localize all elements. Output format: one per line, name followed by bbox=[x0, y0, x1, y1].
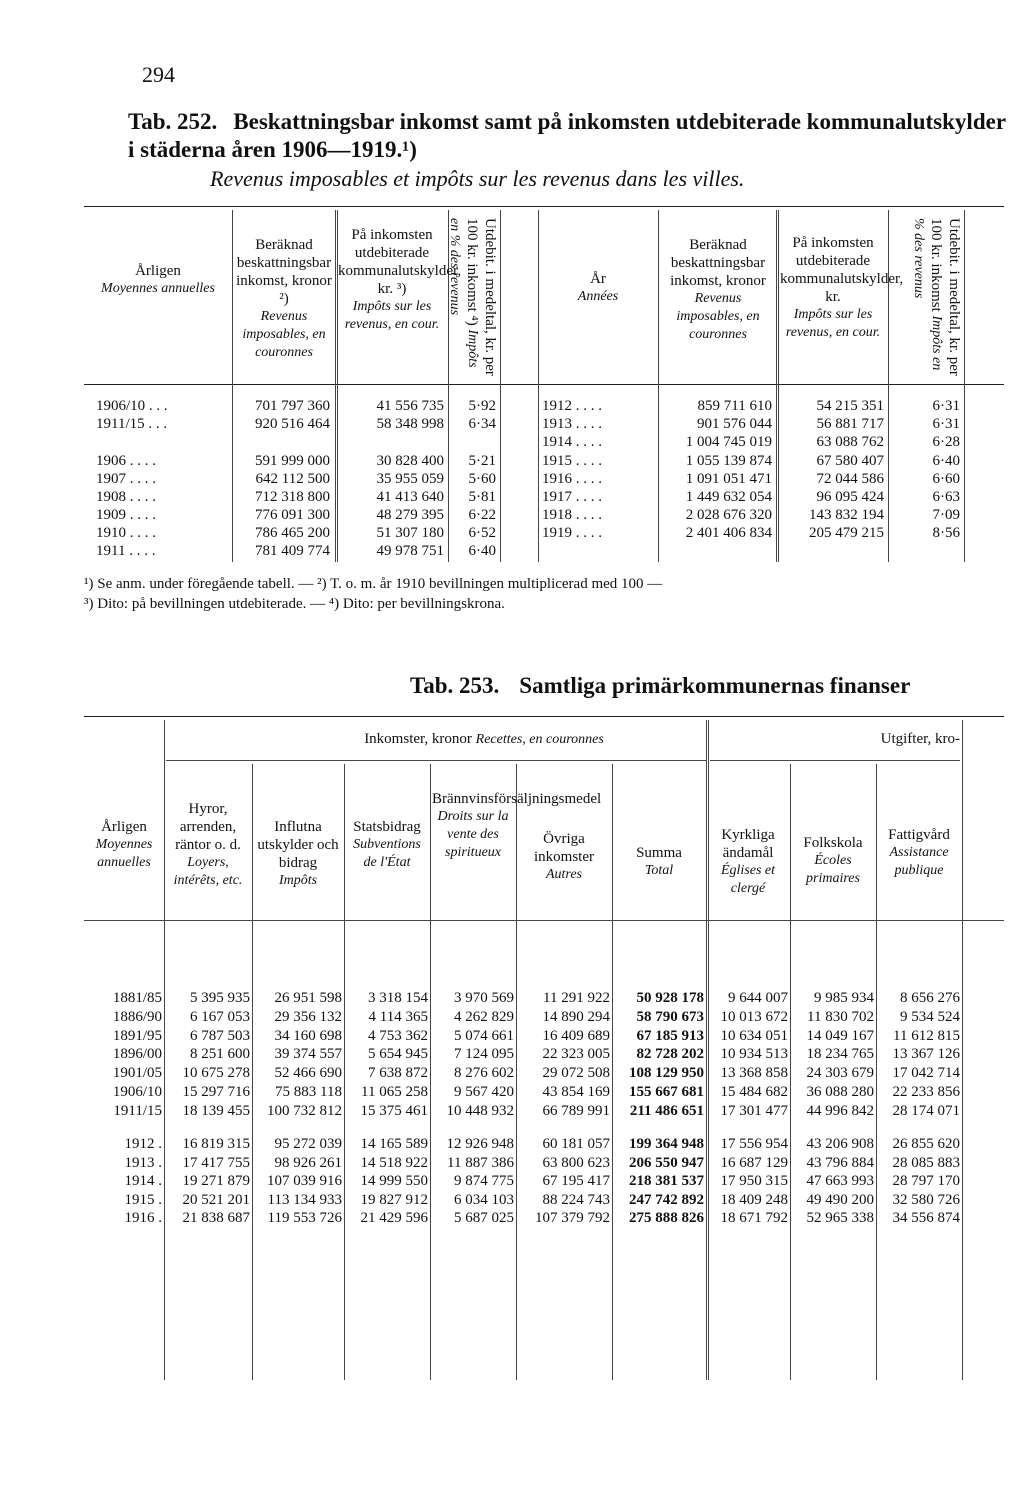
rent-cell: 6 787 503 bbox=[190, 1027, 250, 1044]
spirit-cell: 12 926 948 bbox=[446, 1136, 514, 1152]
table-row bbox=[0, 397, 1024, 415]
state-cell: 15 375 461 bbox=[360, 1102, 428, 1119]
school-cell: 36 088 280 bbox=[806, 1084, 874, 1100]
rule bbox=[710, 760, 960, 761]
state-cell: 4 114 365 bbox=[368, 1008, 428, 1025]
school-cell: 52 965 338 bbox=[806, 1210, 874, 1226]
sum-cell: 50 928 178 bbox=[636, 990, 704, 1006]
state-cell: 3 318 154 bbox=[368, 990, 428, 1006]
tax-cell: 41 556 735 bbox=[376, 398, 444, 414]
taxes-cell: 95 272 039 bbox=[274, 1136, 342, 1152]
year-cell: 1886/90 bbox=[112, 1008, 162, 1025]
state-cell: 5 654 945 bbox=[368, 1046, 428, 1063]
school-cell: 44 996 842 bbox=[806, 1102, 874, 1119]
header-church: Kyrkliga ändamål Églises et clergé bbox=[720, 827, 776, 896]
header-other: Övriga inkomster Autres bbox=[534, 831, 594, 882]
other-cell: 60 181 057 bbox=[542, 1136, 610, 1152]
year-cell: 1918 . . . . bbox=[542, 507, 602, 523]
year-cell: 1911/15 bbox=[113, 1102, 162, 1119]
income-cell: 591 999 000 bbox=[255, 453, 330, 469]
state-cell: 14 999 550 bbox=[360, 1173, 428, 1189]
header-taxes: Influtna utskylder och bidrag Impôts bbox=[257, 819, 339, 888]
tax-cell: 35 955 059 bbox=[376, 471, 444, 487]
rule bbox=[166, 760, 706, 761]
taxes-cell: 52 466 690 bbox=[274, 1065, 342, 1082]
spirit-cell: 3 970 569 bbox=[454, 990, 514, 1006]
other-cell: 43 854 169 bbox=[542, 1084, 610, 1100]
table-row bbox=[0, 433, 1024, 451]
table-row bbox=[0, 470, 1024, 488]
state-cell: 14 518 922 bbox=[360, 1154, 428, 1171]
header-rate: Utdebit. i medeltal, kr. per 100 kr. inkomst ⁴) Impôts en % des revenus bbox=[447, 218, 498, 376]
state-cell: 19 827 912 bbox=[360, 1191, 428, 1208]
rule bbox=[84, 716, 1004, 717]
year-cell: 1909 . . . . bbox=[96, 507, 156, 523]
state-cell: 14 165 589 bbox=[360, 1136, 428, 1152]
rent-cell: 8 251 600 bbox=[190, 1046, 250, 1063]
year-cell: 1915 . . . . bbox=[542, 453, 602, 469]
sum-cell: 155 667 681 bbox=[629, 1084, 704, 1100]
rate-cell: 6·63 bbox=[932, 489, 960, 505]
other-cell: 67 195 417 bbox=[542, 1173, 610, 1189]
year-cell: 1911/15 . . . bbox=[96, 416, 168, 432]
rent-cell: 18 139 455 bbox=[182, 1102, 250, 1119]
church-cell: 13 368 858 bbox=[720, 1065, 788, 1082]
table-253-title-text: Samtliga primärkommunernas finanser bbox=[519, 673, 911, 698]
rate-cell: 5·92 bbox=[468, 398, 496, 414]
table-row bbox=[0, 415, 1024, 433]
other-cell: 63 800 623 bbox=[542, 1154, 610, 1171]
rent-cell: 16 819 315 bbox=[182, 1136, 250, 1152]
table-row bbox=[0, 452, 1024, 470]
table-row bbox=[0, 1172, 1024, 1190]
rule bbox=[84, 206, 1004, 207]
rate-cell: 6·22 bbox=[468, 507, 496, 523]
page-number: 294 bbox=[142, 62, 175, 87]
taxes-cell: 26 951 598 bbox=[274, 990, 342, 1006]
income-cell: 781 409 774 bbox=[255, 543, 330, 559]
tax-cell: 49 978 751 bbox=[376, 543, 444, 559]
poor-cell: 28 085 883 bbox=[892, 1154, 960, 1171]
rent-cell: 10 675 278 bbox=[182, 1065, 250, 1082]
table-row bbox=[0, 488, 1024, 506]
table-253-number: Tab. 253. bbox=[410, 673, 500, 698]
rate-cell: 6·60 bbox=[932, 471, 960, 487]
taxes-cell: 34 160 698 bbox=[274, 1027, 342, 1044]
spirit-cell: 4 262 829 bbox=[454, 1008, 514, 1025]
rule bbox=[84, 384, 1004, 385]
spirit-cell: 11 887 386 bbox=[447, 1154, 514, 1171]
church-cell: 17 556 954 bbox=[720, 1136, 788, 1152]
table-row bbox=[0, 1027, 1024, 1045]
rate-cell: 5·60 bbox=[468, 471, 496, 487]
year-cell: 1913 . . . . bbox=[542, 416, 602, 432]
spirit-cell: 10 448 932 bbox=[446, 1102, 514, 1119]
poor-cell: 26 855 620 bbox=[892, 1136, 960, 1152]
church-cell: 15 484 682 bbox=[720, 1084, 788, 1100]
church-cell: 16 687 129 bbox=[720, 1154, 788, 1171]
spirit-cell: 9 874 775 bbox=[454, 1173, 514, 1189]
state-cell: 11 065 258 bbox=[361, 1084, 428, 1100]
income-cell: 786 465 200 bbox=[255, 525, 330, 541]
year-cell: 1906/10 . . . bbox=[96, 398, 168, 414]
rate-cell: 8·56 bbox=[932, 525, 960, 541]
church-cell: 10 934 513 bbox=[720, 1046, 788, 1063]
year-cell: 1906/10 bbox=[112, 1084, 162, 1100]
header-tax-2: På inkomsten utdebiterade kommunalutskylder, kr. Impôts sur les revenus, en cour. bbox=[780, 235, 904, 340]
poor-cell: 17 042 714 bbox=[892, 1065, 960, 1082]
year-cell: 1916 . . . . bbox=[542, 471, 602, 487]
rate-cell: 6·28 bbox=[932, 434, 960, 450]
year-cell: 1881/85 bbox=[112, 990, 162, 1006]
table-row bbox=[0, 1083, 1024, 1101]
footnote-2: ³) Dito: på bevillningen utdebiterade. — ⁴) Dito: per bevillningskrona. bbox=[84, 596, 505, 612]
year-cell: 1891/95 bbox=[112, 1027, 162, 1044]
sum-cell: 67 185 913 bbox=[636, 1027, 704, 1044]
income-cell: 2 028 676 320 bbox=[685, 507, 772, 523]
income-cell: 1 449 632 054 bbox=[685, 489, 772, 505]
school-cell: 11 830 702 bbox=[807, 1008, 874, 1025]
sum-cell: 218 381 537 bbox=[629, 1173, 704, 1189]
rate-cell: 6·52 bbox=[468, 525, 496, 541]
poor-cell: 32 580 726 bbox=[892, 1191, 960, 1208]
rate-cell: 5·81 bbox=[468, 489, 496, 505]
school-cell: 9 985 934 bbox=[814, 990, 874, 1006]
year-cell: 1912 . . . . bbox=[542, 398, 602, 414]
group-expense-header: Utgifter, kro- bbox=[880, 731, 960, 747]
school-cell: 47 663 993 bbox=[806, 1173, 874, 1189]
state-cell: 21 429 596 bbox=[360, 1210, 428, 1226]
income-cell: 776 091 300 bbox=[255, 507, 330, 523]
church-cell: 10 013 672 bbox=[720, 1008, 788, 1025]
taxes-cell: 119 553 726 bbox=[267, 1210, 342, 1226]
tax-cell: 63 088 762 bbox=[816, 434, 884, 450]
rate-cell: 6·34 bbox=[468, 416, 496, 432]
income-cell: 642 112 500 bbox=[255, 471, 330, 487]
table-252-title-text: Beskattningsbar inkomst samt på inkomsten utdebiterade kommunalutskylder i städerna åren 1906—1919.¹) bbox=[128, 109, 1006, 162]
tax-cell: 67 580 407 bbox=[816, 453, 884, 469]
header-sum: Summa Total bbox=[636, 845, 682, 878]
income-cell: 712 318 800 bbox=[255, 489, 330, 505]
table-row bbox=[0, 1045, 1024, 1063]
spirit-cell: 5 687 025 bbox=[454, 1210, 514, 1226]
school-cell: 49 490 200 bbox=[806, 1191, 874, 1208]
year-cell: 1911 . . . . bbox=[96, 543, 156, 559]
church-cell: 17 301 477 bbox=[720, 1102, 788, 1119]
other-cell: 107 379 792 bbox=[535, 1210, 610, 1226]
header-253-year: Årligen Moyennes annuelles bbox=[95, 819, 153, 870]
income-cell: 859 711 610 bbox=[697, 398, 772, 414]
tax-cell: 96 095 424 bbox=[816, 489, 884, 505]
rate-cell: 5·21 bbox=[468, 453, 496, 469]
spirit-cell: 9 567 420 bbox=[454, 1084, 514, 1100]
sum-cell: 275 888 826 bbox=[629, 1210, 704, 1226]
rent-cell: 21 838 687 bbox=[182, 1210, 250, 1226]
year-cell: 1908 . . . . bbox=[96, 489, 156, 505]
poor-cell: 28 174 071 bbox=[892, 1102, 960, 1119]
school-cell: 24 303 679 bbox=[806, 1065, 874, 1082]
poor-cell: 9 534 524 bbox=[900, 1008, 960, 1025]
footnote-1: ¹) Se anm. under föregående tabell. — ²) T. o. m. år 1910 bevillningen multiplicerad med 100 — bbox=[84, 576, 663, 592]
header-rent: Hyror, arrenden, räntor o. d. Loyers, intérêts, etc. bbox=[173, 801, 243, 888]
header-state: Statsbidrag Subventions de l'État bbox=[353, 819, 421, 870]
income-cell: 1 055 139 874 bbox=[685, 453, 772, 469]
header-spirit: Brännvinsförsäljningsmedel Droits sur la vente des spiritueux bbox=[432, 791, 602, 860]
other-cell: 11 291 922 bbox=[543, 990, 610, 1006]
income-cell: 920 516 464 bbox=[255, 416, 330, 432]
year-cell: 1906 . . . . bbox=[96, 453, 156, 469]
poor-cell: 28 797 170 bbox=[892, 1173, 960, 1189]
year-cell: 1917 . . . . bbox=[542, 489, 602, 505]
spirit-cell: 8 276 602 bbox=[454, 1065, 514, 1082]
spirit-cell: 6 034 103 bbox=[454, 1191, 514, 1208]
header-year: Årligen Moyennes annuelles bbox=[101, 263, 215, 296]
income-cell: 901 576 044 bbox=[697, 416, 772, 432]
rent-cell: 17 417 755 bbox=[182, 1154, 250, 1171]
tax-cell: 205 479 215 bbox=[809, 525, 884, 541]
sum-cell: 58 790 673 bbox=[636, 1008, 704, 1025]
tax-cell: 54 215 351 bbox=[816, 398, 884, 414]
church-cell: 10 634 051 bbox=[720, 1027, 788, 1044]
header-rate-2: Utdebit. i medeltal, kr. per 100 kr. inkomst Impôts en % des revenus bbox=[911, 218, 962, 376]
rate-cell: 6·40 bbox=[932, 453, 960, 469]
rate-cell: 6·31 bbox=[932, 416, 960, 432]
year-cell: 1910 . . . . bbox=[96, 525, 156, 541]
table-row bbox=[0, 1064, 1024, 1082]
poor-cell: 34 556 874 bbox=[892, 1210, 960, 1226]
poor-cell: 13 367 126 bbox=[892, 1046, 960, 1063]
church-cell: 17 950 315 bbox=[720, 1173, 788, 1189]
year-cell: 1914 . bbox=[124, 1173, 162, 1189]
table-252-subtitle: Revenus imposables et impôts sur les revenus dans les villes. bbox=[210, 166, 745, 191]
table-row bbox=[0, 1102, 1024, 1120]
rate-cell: 6·40 bbox=[468, 543, 496, 559]
table-row bbox=[0, 1008, 1024, 1026]
year-cell: 1907 . . . . bbox=[96, 471, 156, 487]
state-cell: 7 638 872 bbox=[368, 1065, 428, 1082]
table-252-title bbox=[128, 108, 1008, 164]
sum-cell: 199 364 948 bbox=[629, 1136, 704, 1152]
other-cell: 14 890 294 bbox=[542, 1008, 610, 1025]
tax-cell: 30 828 400 bbox=[376, 453, 444, 469]
other-cell: 88 224 743 bbox=[542, 1191, 610, 1208]
table-row bbox=[0, 506, 1024, 524]
tax-cell: 51 307 180 bbox=[376, 525, 444, 541]
table-row bbox=[0, 1209, 1024, 1227]
year-cell: 1915 . bbox=[124, 1191, 162, 1208]
group-income-header: Inkomster, kronor Recettes, en couronnes bbox=[364, 731, 604, 747]
school-cell: 14 049 167 bbox=[806, 1027, 874, 1044]
table-row bbox=[0, 1191, 1024, 1209]
taxes-cell: 100 732 812 bbox=[267, 1102, 342, 1119]
header-tax: På inkomsten utdebiterade kommunalutskylder, kr. ³) Impôts sur les revenus, en cour. bbox=[338, 227, 462, 332]
taxes-cell: 107 039 916 bbox=[267, 1173, 342, 1189]
taxes-cell: 29 356 132 bbox=[274, 1008, 342, 1025]
tax-cell: 41 413 640 bbox=[376, 489, 444, 505]
church-cell: 9 644 007 bbox=[728, 990, 788, 1006]
header-income-2: Beräknad beskattningsbar inkomst, kronor Revenus imposables, en couronnes bbox=[670, 237, 766, 342]
year-cell: 1901/05 bbox=[112, 1065, 162, 1082]
year-cell: 1919 . . . . bbox=[542, 525, 602, 541]
income-cell: 1 004 745 019 bbox=[685, 434, 772, 450]
rent-cell: 6 167 053 bbox=[190, 1008, 250, 1025]
sum-cell: 82 728 202 bbox=[636, 1046, 704, 1063]
poor-cell: 11 612 815 bbox=[893, 1027, 960, 1044]
taxes-cell: 75 883 118 bbox=[275, 1084, 342, 1100]
spirit-cell: 5 074 661 bbox=[454, 1027, 514, 1044]
taxes-cell: 98 926 261 bbox=[274, 1154, 342, 1171]
sum-cell: 206 550 947 bbox=[629, 1154, 704, 1171]
school-cell: 43 796 884 bbox=[806, 1154, 874, 1171]
church-cell: 18 409 248 bbox=[720, 1191, 788, 1208]
poor-cell: 8 656 276 bbox=[900, 990, 960, 1006]
school-cell: 43 206 908 bbox=[806, 1136, 874, 1152]
year-cell: 1916 . bbox=[124, 1210, 162, 1226]
state-cell: 4 753 362 bbox=[368, 1027, 428, 1044]
rent-cell: 19 271 879 bbox=[182, 1173, 250, 1189]
table-row bbox=[0, 542, 1024, 560]
footnotes bbox=[84, 574, 1004, 614]
other-cell: 16 409 689 bbox=[542, 1027, 610, 1044]
table-252-number: Tab. 252. bbox=[128, 109, 218, 134]
header-income: Beräknad beskattningsbar inkomst, kronor ²) Revenus imposables, en couronnes bbox=[236, 237, 332, 360]
sum-cell: 108 129 950 bbox=[629, 1065, 704, 1082]
rent-cell: 20 521 201 bbox=[182, 1191, 250, 1208]
year-cell: 1914 . . . . bbox=[542, 434, 602, 450]
rent-cell: 15 297 716 bbox=[182, 1084, 250, 1100]
table-row bbox=[0, 1135, 1024, 1153]
header-school: Folkskola Écoles primaires bbox=[803, 835, 863, 886]
poor-cell: 22 233 856 bbox=[892, 1084, 960, 1100]
church-cell: 18 671 792 bbox=[720, 1210, 788, 1226]
rent-cell: 5 395 935 bbox=[190, 990, 250, 1006]
sum-cell: 247 742 892 bbox=[629, 1191, 704, 1208]
income-cell: 1 091 051 471 bbox=[685, 471, 772, 487]
tax-cell: 56 881 717 bbox=[816, 416, 884, 432]
other-cell: 29 072 508 bbox=[542, 1065, 610, 1082]
sum-cell: 211 486 651 bbox=[629, 1102, 704, 1119]
taxes-cell: 113 134 933 bbox=[267, 1191, 342, 1208]
income-cell: 2 401 406 834 bbox=[685, 525, 772, 541]
other-cell: 22 323 005 bbox=[542, 1046, 610, 1063]
school-cell: 18 234 765 bbox=[806, 1046, 874, 1063]
tax-cell: 48 279 395 bbox=[376, 507, 444, 523]
rule bbox=[84, 920, 1004, 921]
table-row bbox=[0, 524, 1024, 542]
rate-cell: 7·09 bbox=[932, 507, 960, 523]
year-cell: 1896/00 bbox=[112, 1046, 162, 1063]
tax-cell: 143 832 194 bbox=[809, 507, 884, 523]
rate-cell: 6·31 bbox=[932, 398, 960, 414]
spirit-cell: 7 124 095 bbox=[454, 1046, 514, 1063]
header-year-2: År Années bbox=[577, 271, 619, 304]
income-cell: 701 797 360 bbox=[255, 398, 330, 414]
table-row bbox=[0, 1154, 1024, 1172]
table-row bbox=[0, 989, 1024, 1007]
header-poor: Fattigvård Assistance publique bbox=[888, 827, 950, 878]
tax-cell: 72 044 586 bbox=[816, 471, 884, 487]
taxes-cell: 39 374 557 bbox=[274, 1046, 342, 1063]
other-cell: 66 789 991 bbox=[542, 1102, 610, 1119]
year-cell: 1912 . bbox=[124, 1136, 162, 1152]
table-253-title bbox=[410, 673, 910, 699]
tax-cell: 58 348 998 bbox=[376, 416, 444, 432]
year-cell: 1913 . bbox=[124, 1154, 162, 1171]
